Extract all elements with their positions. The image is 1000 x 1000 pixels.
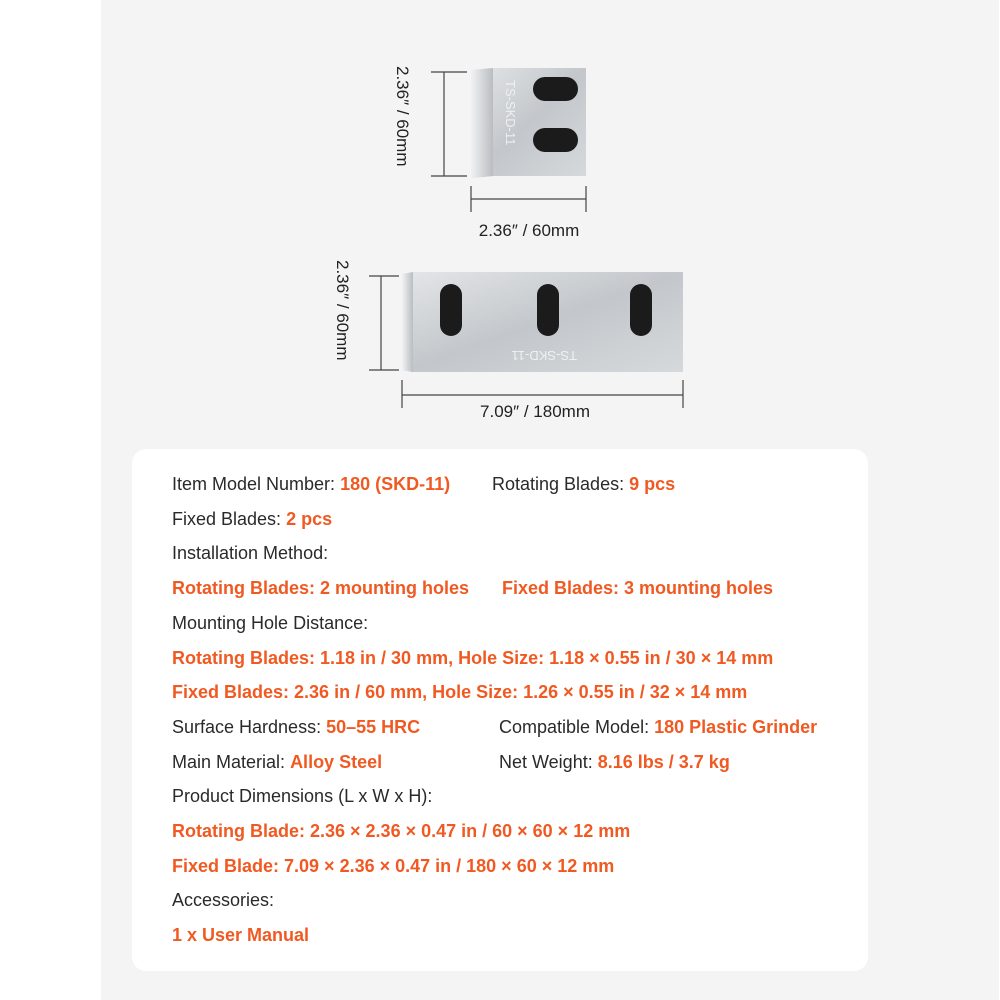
small-blade-width-dimension	[471, 186, 586, 212]
small-blade-image	[471, 68, 586, 178]
compatible-model	[499, 716, 817, 738]
hole-distance-row	[172, 612, 368, 634]
product-panel	[101, 0, 999, 1000]
hardness-row	[172, 716, 818, 738]
small-blade-engraving: TS-SKD-11	[503, 80, 518, 146]
large-blade-width-label: 7.09″ / 180mm	[480, 402, 590, 421]
blade-dimension-diagram	[101, 0, 999, 440]
accessories-label: Accessories:	[172, 890, 275, 910]
fixed-blades-value: 2 pcs	[286, 509, 333, 529]
dimensions-label: Product Dimensions (L x W x H):	[172, 786, 433, 806]
hardness-value: 50–55 HRC	[326, 717, 421, 737]
fixed-blades-label: Fixed Blades:	[172, 509, 282, 529]
installation-fixed: Fixed Blades: 3 mounting holes	[502, 578, 774, 598]
installation-details-row	[172, 577, 774, 599]
large-blade-engraving: TS-SKD-11	[511, 348, 577, 363]
installation-method-row	[172, 542, 328, 564]
material-label: Main Material:	[172, 752, 286, 772]
model-label: Item Model Number:	[172, 474, 336, 494]
rotating-blades-label: Rotating Blades:	[492, 474, 625, 494]
installation-rotating: Rotating Blades: 2 mounting holes	[172, 578, 470, 598]
hardness-label: Surface Hardness:	[172, 717, 322, 737]
specifications-card	[132, 449, 868, 971]
rotating-blades-value: 9 pcs	[629, 474, 676, 494]
large-blade-height-label: 2.36″ / 60mm	[333, 260, 352, 361]
weight-value: 8.16 lbs / 3.7 kg	[597, 752, 730, 772]
dim-fixed: Fixed Blade: 7.09 × 2.36 × 0.47 in / 180 × 60 × 12 mm	[172, 856, 615, 876]
material-value: Alloy Steel	[290, 752, 383, 772]
hole-distance-label: Mounting Hole Distance:	[172, 613, 369, 633]
compatible-label: Compatible Model:	[499, 717, 650, 737]
accessories-value-row	[172, 924, 309, 946]
hole-rotating: Rotating Blades: 1.18 in / 30 mm, Hole Size: 1.18 × 0.55 in / 30 × 14 mm	[172, 648, 774, 668]
fixed-blades-row	[172, 508, 332, 530]
accessories-row	[172, 889, 274, 911]
small-blade-width-label: 2.36″ / 60mm	[478, 221, 580, 240]
model-row	[172, 473, 676, 495]
accessories-value: 1 x User Manual	[172, 925, 310, 945]
small-blade-height-dimension	[431, 72, 467, 176]
dim-fixed-row	[172, 855, 614, 877]
dim-rotating: Rotating Blade: 2.36 × 2.36 × 0.47 in / 60 × 60 × 12 mm	[172, 821, 631, 841]
material-row	[172, 751, 730, 773]
hole-rotating-row	[172, 647, 773, 669]
dimensions-row	[172, 785, 432, 807]
hole-fixed-row	[172, 681, 747, 703]
model-value: 180 (SKD-11)	[340, 474, 451, 494]
compatible-value: 180 Plastic Grinder	[654, 717, 818, 737]
weight-label: Net Weight:	[499, 752, 593, 772]
installation-method-label: Installation Method:	[172, 543, 329, 563]
installation-fixed-wrap	[502, 577, 773, 599]
hole-fixed: Fixed Blades: 2.36 in / 60 mm, Hole Size: 1.26 × 0.55 in / 32 × 14 mm	[172, 682, 748, 702]
rotating-blades-count	[492, 473, 675, 495]
large-blade-image	[402, 272, 683, 372]
large-blade-height-dimension	[369, 276, 399, 370]
small-blade-height-label: 2.36″ / 60mm	[393, 66, 412, 167]
dim-rotating-row	[172, 820, 630, 842]
net-weight	[499, 751, 730, 773]
